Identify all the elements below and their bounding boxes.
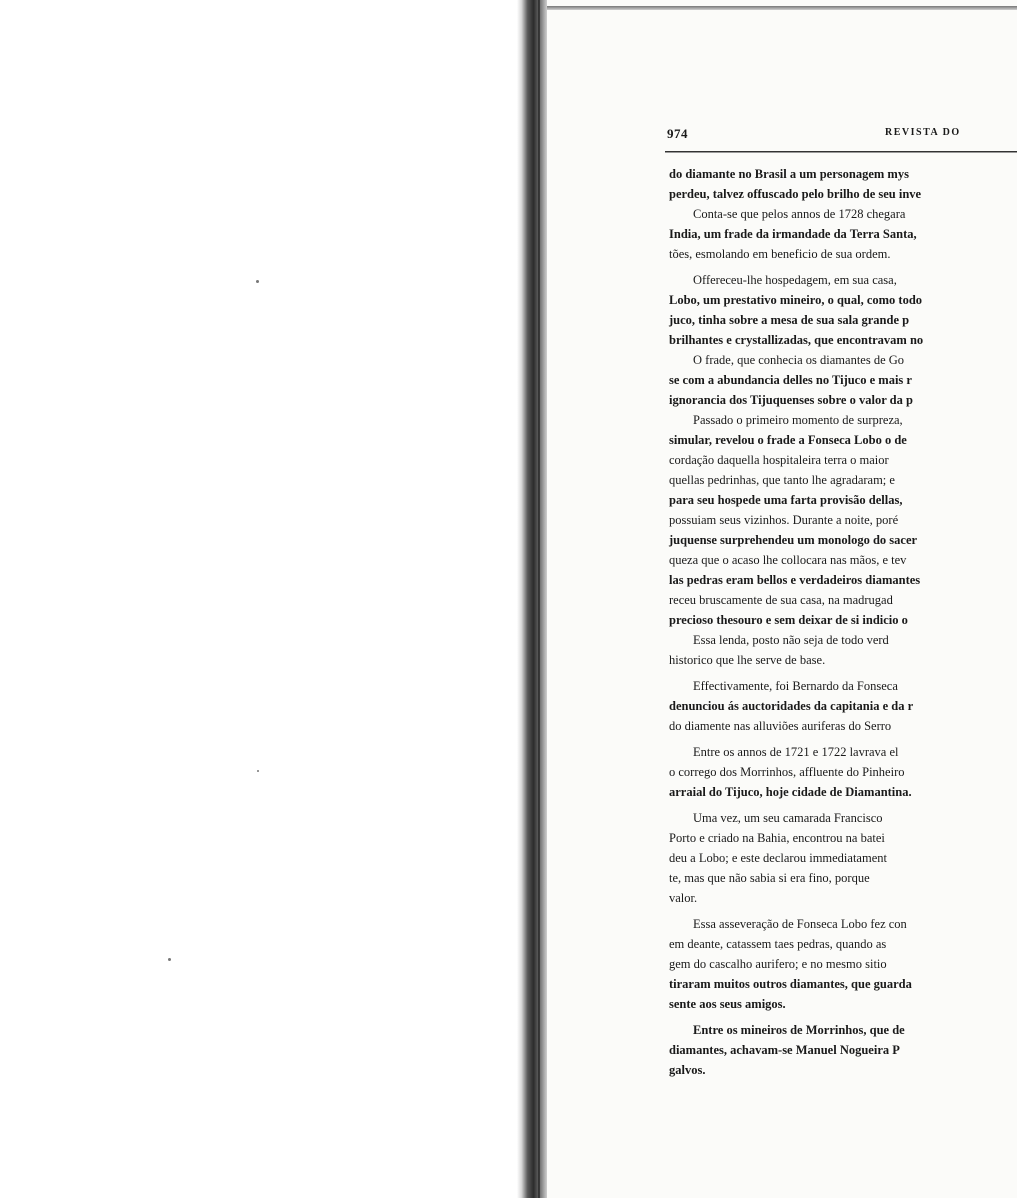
text-line: do diamante no Brasil a um personagem mys xyxy=(669,167,909,181)
text-line: juco, tinha sobre a mesa de sua sala grande p xyxy=(669,313,910,327)
text-line: Conta-se que pelos annos de 1728 chegara xyxy=(693,207,906,221)
text-line: o corrego dos Morrinhos, affluente do Pinheiro xyxy=(669,765,905,779)
text-line: O frade, que conhecia os diamantes de Go xyxy=(693,353,905,367)
text-line: para seu hospede uma farta provisão dellas, xyxy=(669,493,903,507)
text-line: queza que o acaso lhe collocara nas mãos, e tev xyxy=(669,553,907,567)
text-line: Essa asseveração de Fonseca Lobo fez con xyxy=(693,917,907,931)
running-head: REVISTA DO xyxy=(885,127,961,138)
text-line: deu a Lobo; e este declarou immediatament xyxy=(669,851,887,865)
text-line: India, um frade da irmandade da Terra Santa, xyxy=(669,227,917,241)
text-line: historico que lhe serve de base. xyxy=(669,653,826,667)
text-line: cordação daquella hospitaleira terra o maior xyxy=(669,453,889,467)
book-binding-gutter xyxy=(517,0,547,1198)
text-line: sente aos seus amigos. xyxy=(669,997,786,1011)
page-header xyxy=(667,126,1017,148)
text-line: diamantes, achavam-se Manuel Nogueira P xyxy=(669,1043,900,1057)
text-line: Porto e criado na Bahia, encontrou na batei xyxy=(669,831,885,845)
text-line: denunciou ás auctoridades da capitania e da r xyxy=(669,699,914,713)
text-line: las pedras eram bellos e verdadeiros diamantes xyxy=(669,573,921,587)
page-top-edge xyxy=(547,6,1017,10)
text-line: perdeu, talvez offuscado pelo brilho de seu inve xyxy=(669,187,922,201)
text-line: em deante, catassem taes pedras, quando as xyxy=(669,937,887,951)
text-line: Effectivamente, foi Bernardo da Fonseca xyxy=(693,679,898,693)
text-line: Uma vez, um seu camarada Francisco xyxy=(693,811,883,825)
binding-shadow-line xyxy=(538,0,540,1198)
paper-speck xyxy=(168,958,171,961)
text-line: gem do cascalho aurifero; e no mesmo sitio xyxy=(669,957,887,971)
text-line: Offereceu-lhe hospedagem, em sua casa, xyxy=(693,273,897,287)
text-line: Entre os mineiros de Morrinhos, que de xyxy=(693,1023,905,1037)
text-line: Entre os annos de 1721 e 1722 lavrava el xyxy=(693,745,899,759)
text-line: tiraram muitos outros diamantes, que guarda xyxy=(669,977,912,991)
paper-speck xyxy=(256,280,259,283)
paper-speck xyxy=(257,770,259,772)
body-text xyxy=(669,164,1017,1080)
text-line: possuiam seus vizinhos. Durante a noite, poré xyxy=(669,513,899,527)
text-line: se com a abundancia delles no Tijuco e mais r xyxy=(669,373,912,387)
text-line: arraial do Tijuco, hoje cidade de Diamantina. xyxy=(669,785,912,799)
text-line: do diamente nas alluviões auriferas do Serro xyxy=(669,719,892,733)
text-line: simular, revelou o frade a Fonseca Lobo o de xyxy=(669,433,907,447)
text-line: receu bruscamente de sua casa, na madrugad xyxy=(669,593,893,607)
text-line: tões, esmolando em beneficio de sua ordem. xyxy=(669,247,891,261)
text-line: brilhantes e crystallizadas, que encontravam no xyxy=(669,333,924,347)
header-rule xyxy=(665,151,1017,153)
text-line: Essa lenda, posto não seja de todo verd xyxy=(693,633,889,647)
text-line: juquense surprehendeu um monologo do sacer xyxy=(669,533,918,547)
text-line: te, mas que não sabia si era fino, porque xyxy=(669,871,870,885)
text-line: Lobo, um prestativo mineiro, o qual, como todo xyxy=(669,293,923,307)
text-line: precioso thesouro e sem deixar de si indicio o xyxy=(669,613,908,627)
text-line: Passado o primeiro momento de surpreza, xyxy=(693,413,903,427)
text-line: valor. xyxy=(669,891,698,905)
text-line: galvos. xyxy=(669,1063,706,1077)
text-line: quellas pedrinhas, que tanto lhe agradaram; e xyxy=(669,473,895,487)
text-line: ignorancia dos Tijuquenses sobre o valor da p xyxy=(669,393,913,407)
page-number: 974 xyxy=(667,126,688,141)
